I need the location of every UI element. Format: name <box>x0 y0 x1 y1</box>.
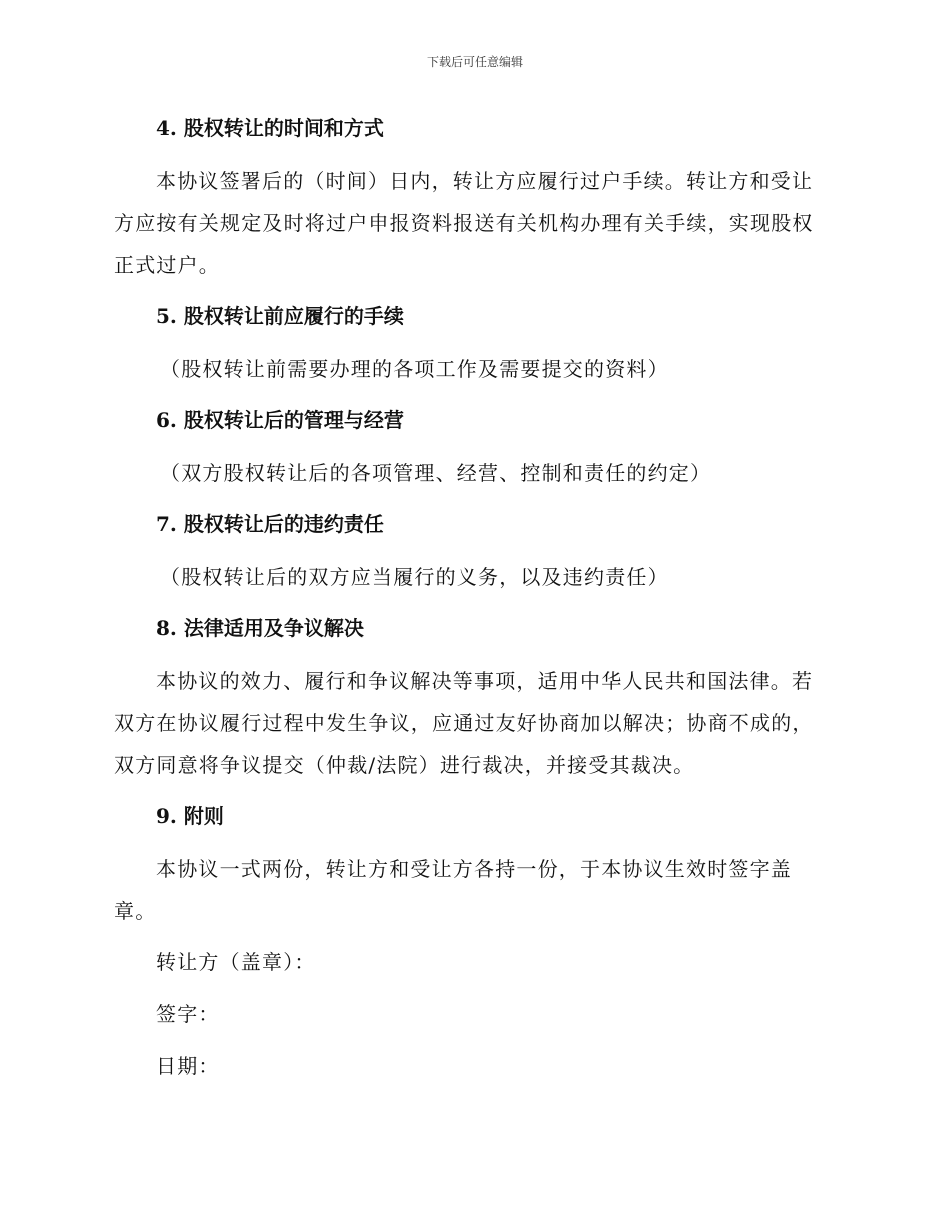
section-heading-9: 9. 附则 <box>156 804 224 828</box>
section-body-6: （双方股权转让后的各项管理、经营、控制和责任的约定） <box>160 461 712 485</box>
section-body-7: （股权转让后的双方应当履行的义务，以及违约责任） <box>160 565 669 589</box>
section-heading-6: 6. 股权转让后的管理与经营 <box>156 408 404 432</box>
section-body-4: 本协议签署后的（时间）日内，转让方应履行过户手续。转让方和受让方应按有关规定及时将过户申报资料报送有关机构办理有关手续，实现股权正式过户。 <box>114 169 814 277</box>
section-heading-7: 7. 股权转让后的违约责任 <box>156 512 384 536</box>
signature-date-label: 日期： <box>156 1054 220 1078</box>
section-body-8: 本协议的效力、履行和争议解决等事项，适用中华人民共和国法律。若双方在协议履行过程中发生争议，应通过友好协商加以解决；协商不成的，双方同意将争议提交（仲裁/法院）进行裁决，并接受其裁决。 <box>114 669 814 777</box>
section-body-5: （股权转让前需要办理的各项工作及需要提交的资料） <box>160 357 669 381</box>
document-body <box>114 108 834 1098</box>
signature-party-label: 转让方（盖章）： <box>156 950 316 974</box>
section-heading-4: 4. 股权转让的时间和方式 <box>156 116 384 140</box>
header-note: 下载后可任意编辑 <box>426 55 523 69</box>
section-heading-5: 5. 股权转让前应履行的手续 <box>156 304 404 328</box>
signature-sign-label: 签字： <box>156 1002 220 1026</box>
section-heading-8: 8. 法律适用及争议解决 <box>156 616 364 640</box>
section-body-9: 本协议一式两份，转让方和受让方各持一份，于本协议生效时签字盖章。 <box>114 857 792 923</box>
